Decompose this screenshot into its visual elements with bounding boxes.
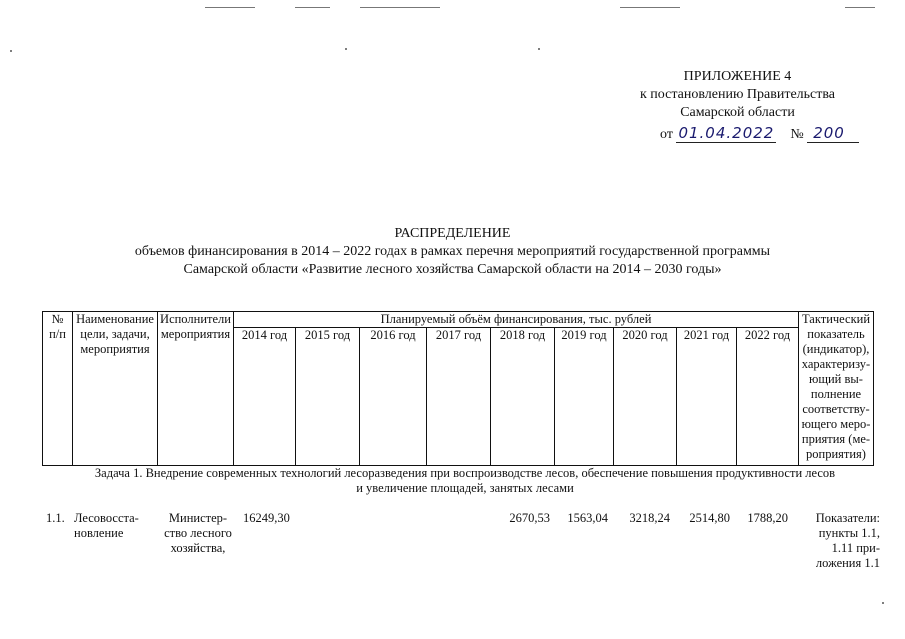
header-line: Тактический [801, 312, 871, 326]
header-line: соответству- [802, 402, 870, 416]
scan-artifact [845, 7, 875, 8]
document-subtitle: объемов финансирования в 2014 – 2022 годах в рамках перечня мероприятий государственной программы [134, 244, 771, 259]
header-planned-financing: Планируемый объём финансирования, тыс. рублей [234, 312, 799, 328]
header-line: характеризу- [801, 357, 871, 371]
scan-speck [882, 602, 884, 604]
header-year-2019: 2019 год [555, 328, 614, 466]
header-year-2018: 2018 год [491, 328, 555, 466]
row-executor-line: хозяйства, [170, 541, 226, 555]
handwritten-number: 200 [807, 124, 859, 143]
header-line: ющего меро- [801, 417, 871, 431]
row-indicator-line: 1.11 при- [831, 541, 880, 555]
header-year-2016: 2016 год [360, 328, 427, 466]
row-name-line: новление [74, 526, 124, 540]
header-year-2017: 2017 год [427, 328, 491, 466]
value-2021: 2514,80 [689, 511, 730, 525]
task-line: и увеличение площадей, занятых лесами [356, 481, 574, 495]
scan-artifact [360, 7, 440, 8]
value-2019: 1563,04 [567, 511, 608, 525]
header-line: п/п [49, 327, 66, 341]
appendix-line: Самарской области [680, 105, 795, 120]
scan-artifact [295, 7, 330, 8]
row-indicator-line: пункты 1.1, [818, 526, 880, 540]
task-heading [70, 466, 860, 496]
date-prefix: от [660, 127, 673, 142]
header-line: полнение [810, 387, 862, 401]
handwritten-date: 01.04.2022 [678, 124, 775, 142]
header-name [73, 312, 158, 466]
header-year-2021: 2021 год [677, 328, 737, 466]
row-executor-line: ство лесного [164, 526, 232, 540]
value-2022: 1788,20 [747, 511, 788, 525]
header-line: роприятия) [806, 447, 866, 461]
scan-speck [345, 48, 347, 50]
scan-artifact [620, 7, 680, 8]
header-line: ющий вы- [809, 372, 863, 386]
scan-artifact [205, 7, 255, 8]
value-2014: 16249,30 [243, 511, 290, 525]
header-year-2014: 2014 год [234, 328, 296, 466]
row-indicator [798, 511, 880, 571]
task-line: Задача 1. Внедрение современных технологий лесоразведения при воспроизводстве лесов, обеспечение повышения продуктивности лесов [94, 466, 836, 480]
row-indicator-line: Показатели: [815, 511, 880, 525]
row-executor-line: Министер- [168, 511, 228, 525]
row-executor [158, 511, 238, 556]
appendix-header [600, 68, 875, 122]
scan-speck [538, 48, 540, 50]
value-2020: 3218,24 [629, 511, 670, 525]
number-prefix: № [790, 127, 804, 142]
document-subtitle: Самарской области «Развитие лесного хозяйства Самарской области на 2014 – 2030 годы» [183, 262, 722, 277]
header-num [43, 312, 73, 466]
document-title: РАСПРЕДЕЛЕНИЕ [394, 226, 511, 241]
header-line: Наименование [76, 312, 154, 326]
row-indicator-line: ложения 1.1 [815, 556, 880, 570]
header-year-2015: 2015 год [296, 328, 360, 466]
header-line: Исполнители [160, 312, 231, 326]
header-line: № [51, 312, 64, 326]
header-year-2022: 2022 год [737, 328, 799, 466]
appendix-title: ПРИЛОЖЕНИЕ 4 [683, 69, 792, 84]
header-executors [158, 312, 234, 466]
financing-table [42, 311, 874, 466]
value-2018: 2670,53 [509, 511, 550, 525]
row-name [74, 511, 139, 541]
header-line: приятия (ме- [801, 432, 871, 446]
header-line: мероприятия [160, 327, 231, 341]
header-indicator [799, 312, 874, 466]
appendix-line: к постановлению Правительства [639, 87, 836, 102]
header-year-2020: 2020 год [614, 328, 677, 466]
document-title-block [0, 225, 905, 279]
scan-speck [10, 50, 12, 52]
row-name-line: Лесовосста- [74, 511, 139, 525]
row-num: 1.1. [46, 511, 65, 525]
header-line: показатель [807, 327, 865, 341]
header-line: цели, задачи, [80, 327, 150, 341]
header-line: мероприятия [80, 342, 150, 356]
decree-date-number [660, 124, 859, 144]
header-line: (индикатор), [802, 342, 870, 356]
